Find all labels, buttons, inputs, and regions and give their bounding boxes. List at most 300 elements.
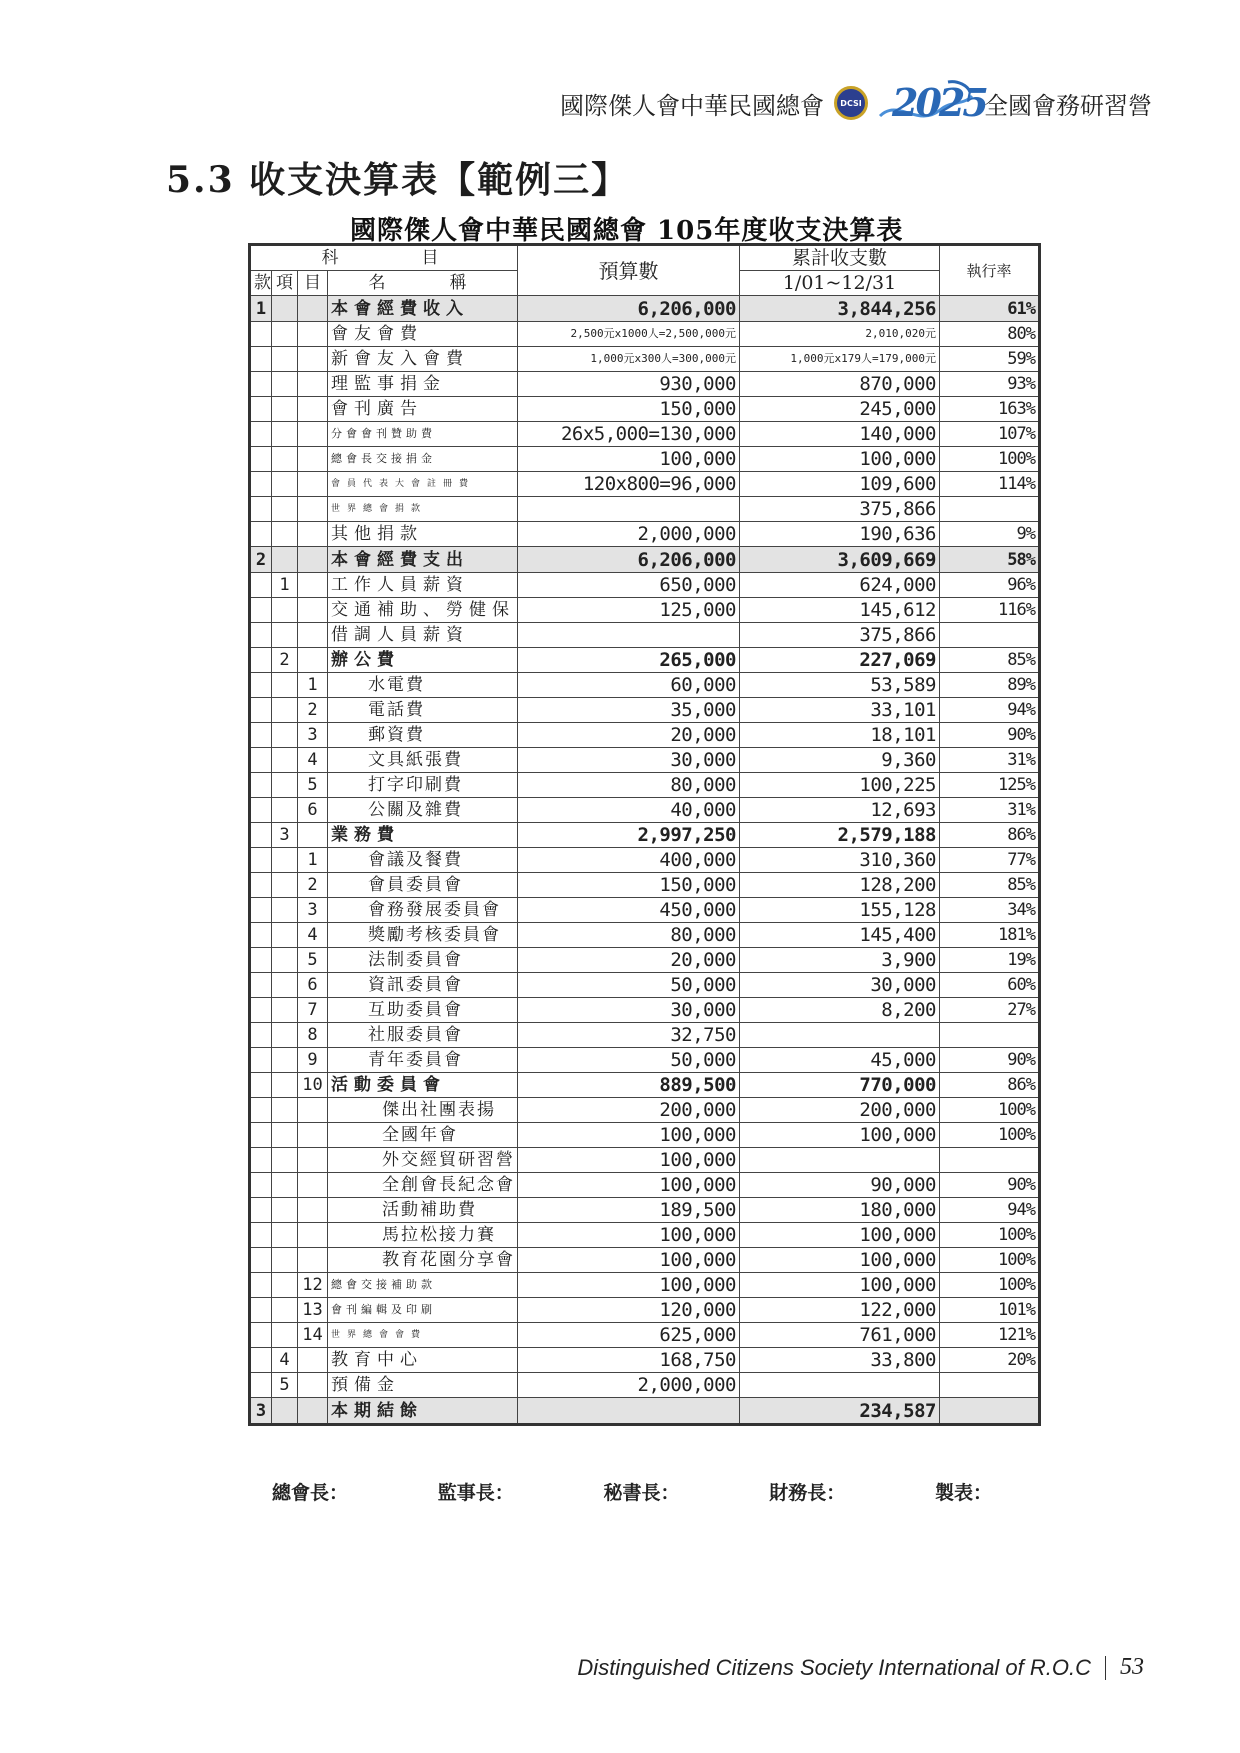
rate-cell: 100% — [940, 1273, 1040, 1298]
rate-cell: 96% — [940, 573, 1040, 598]
rate-cell: 100% — [940, 1223, 1040, 1248]
kuan-cell — [250, 1023, 272, 1048]
kuan-cell — [250, 1148, 272, 1173]
actual-cell: 9,360 — [740, 748, 940, 773]
xiang-cell: 5 — [272, 1373, 298, 1398]
kuan-cell — [250, 948, 272, 973]
rate-cell: 90% — [940, 1048, 1040, 1073]
table-row — [250, 948, 1040, 973]
table-row — [250, 673, 1040, 698]
kuan-cell — [250, 1373, 272, 1398]
xiang-cell — [272, 723, 298, 748]
rate-cell: 163% — [940, 397, 1040, 422]
mu-cell: 14 — [298, 1323, 328, 1348]
mu-cell: 8 — [298, 1023, 328, 1048]
item-name-cell: 會刊廣告 — [328, 397, 518, 422]
xiang-cell — [272, 447, 298, 472]
actual-cell: 100,000 — [740, 1223, 940, 1248]
actual-cell: 53,589 — [740, 673, 940, 698]
rate-cell: 125% — [940, 773, 1040, 798]
budget-cell: 930,000 — [518, 372, 740, 397]
kuan-cell — [250, 447, 272, 472]
item-name-cell: 新會友入會費 — [328, 347, 518, 372]
xiang-cell — [272, 296, 298, 322]
item-name-cell: 借調人員薪資 — [328, 623, 518, 648]
table-row — [250, 1248, 1040, 1273]
budget-cell: 80,000 — [518, 923, 740, 948]
budget-cell: 30,000 — [518, 998, 740, 1023]
mu-cell: 5 — [298, 948, 328, 973]
actual-cell: 145,612 — [740, 598, 940, 623]
xiang-cell — [272, 1123, 298, 1148]
item-name-cell: 打字印刷費 — [328, 773, 518, 798]
budget-cell: 2,500元x1000人=2,500,000元 — [518, 322, 740, 347]
budget-cell: 2,997,250 — [518, 823, 740, 848]
actual-cell: 90,000 — [740, 1173, 940, 1198]
actual-cell: 375,866 — [740, 623, 940, 648]
budget-cell: 32,750 — [518, 1023, 740, 1048]
budget-cell: 35,000 — [518, 698, 740, 723]
name-header: 名 稱 — [328, 271, 518, 296]
item-name-cell: 總會長交接捐金 — [328, 447, 518, 472]
actual-cell: 8,200 — [740, 998, 940, 1023]
xiang-cell — [272, 623, 298, 648]
rate-cell: 114% — [940, 472, 1040, 497]
kuan-cell — [250, 723, 272, 748]
org-name: 國際傑人會中華民國總會 — [560, 91, 824, 120]
kuan-cell — [250, 773, 272, 798]
actual-cell: 180,000 — [740, 1198, 940, 1223]
rate-cell: 27% — [940, 998, 1040, 1023]
actual-cell — [740, 1148, 940, 1173]
rate-cell: 61% — [940, 296, 1040, 322]
item-name-cell: 會刊編輯及印刷 — [328, 1298, 518, 1323]
mu-cell: 2 — [298, 698, 328, 723]
item-name-cell: 電話費 — [328, 698, 518, 723]
budget-table — [248, 243, 1041, 1426]
budget-cell: 100,000 — [518, 1223, 740, 1248]
kuan-cell — [250, 1273, 272, 1298]
kuan-cell: 2 — [250, 547, 272, 573]
kuan-cell — [250, 322, 272, 347]
item-name-cell: 其他捐款 — [328, 522, 518, 547]
rate-header: 執行率 — [940, 245, 1040, 296]
xiang-cell — [272, 1173, 298, 1198]
budget-cell: 889,500 — [518, 1073, 740, 1098]
item-name-cell: 傑出社團表揚 — [328, 1098, 518, 1123]
table-row — [250, 1223, 1040, 1248]
actual-cell: 100,000 — [740, 1248, 940, 1273]
mu-cell: 9 — [298, 1048, 328, 1073]
actual-cell: 3,609,669 — [740, 547, 940, 573]
xiang-cell — [272, 923, 298, 948]
kuan-cell — [250, 848, 272, 873]
mu-cell — [298, 648, 328, 673]
rate-cell: 19% — [940, 948, 1040, 973]
table-row — [250, 1098, 1040, 1123]
mu-cell — [298, 623, 328, 648]
xiang-cell — [272, 1323, 298, 1348]
item-name-cell: 業務費 — [328, 823, 518, 848]
item-name-cell: 理監事捐金 — [328, 372, 518, 397]
actual-cell: 234,587 — [740, 1398, 940, 1425]
mu-cell — [298, 1148, 328, 1173]
mu-cell — [298, 372, 328, 397]
xiang-cell — [272, 547, 298, 573]
xiang-cell — [272, 1148, 298, 1173]
item-name-cell: 教育花園分享會 — [328, 1248, 518, 1273]
table-row — [250, 748, 1040, 773]
table-row — [250, 823, 1040, 848]
actual-cell: 30,000 — [740, 973, 940, 998]
rate-cell: 94% — [940, 698, 1040, 723]
actual-cell: 18,101 — [740, 723, 940, 748]
actual-cell: 245,000 — [740, 397, 940, 422]
rate-cell — [940, 1148, 1040, 1173]
event-logo-icon — [878, 78, 986, 128]
item-name-cell: 會務發展委員會 — [328, 898, 518, 923]
budget-cell: 100,000 — [518, 447, 740, 472]
table-row — [250, 648, 1040, 673]
signature-label: 秘書長： — [603, 1482, 680, 1504]
org-seal-icon — [834, 86, 868, 120]
item-name-cell: 會議及餐費 — [328, 848, 518, 873]
mu-cell — [298, 547, 328, 573]
table-row — [250, 372, 1040, 397]
table-row — [250, 1298, 1040, 1323]
rate-cell: 85% — [940, 873, 1040, 898]
mu-cell: 3 — [298, 898, 328, 923]
rate-cell: 101% — [940, 1298, 1040, 1323]
actual-period-header: 1/01~12/31 — [740, 271, 940, 296]
mu-header: 目 — [298, 271, 328, 296]
mu-cell — [298, 1098, 328, 1123]
kuan-header: 款 — [250, 271, 272, 296]
budget-cell: 20,000 — [518, 948, 740, 973]
kuan-cell — [250, 648, 272, 673]
rate-cell: 181% — [940, 923, 1040, 948]
xiang-cell — [272, 898, 298, 923]
kuan-cell — [250, 1323, 272, 1348]
mu-cell — [298, 1348, 328, 1373]
mu-cell — [298, 823, 328, 848]
table-row — [250, 497, 1040, 522]
kuan-cell — [250, 623, 272, 648]
kuan-cell — [250, 923, 272, 948]
actual-cell — [740, 1373, 940, 1398]
actual-cell: 227,069 — [740, 648, 940, 673]
rate-cell: 100% — [940, 447, 1040, 472]
signature-label: 財務長： — [769, 1482, 846, 1504]
budget-cell: 100,000 — [518, 1123, 740, 1148]
item-name-cell: 預備金 — [328, 1373, 518, 1398]
table-row — [250, 1048, 1040, 1073]
item-name-cell: 會員代表大會註冊費 — [328, 472, 518, 497]
seal-text: DCSI — [840, 98, 862, 108]
kuan-cell — [250, 472, 272, 497]
rate-cell: 58% — [940, 547, 1040, 573]
kuan-cell — [250, 1048, 272, 1073]
rate-cell: 59% — [940, 347, 1040, 372]
signature-label: 監事長： — [437, 1482, 514, 1504]
item-name-cell: 交通補助、勞健保 — [328, 598, 518, 623]
xiang-cell — [272, 698, 298, 723]
budget-cell: 100,000 — [518, 1173, 740, 1198]
xiang-cell — [272, 322, 298, 347]
table-row — [250, 1123, 1040, 1148]
rate-cell: 60% — [940, 973, 1040, 998]
page-footer — [577, 1654, 1144, 1681]
mu-cell: 2 — [298, 873, 328, 898]
xiang-cell — [272, 848, 298, 873]
actual-cell: 870,000 — [740, 372, 940, 397]
mu-cell: 6 — [298, 798, 328, 823]
actual-cell: 33,800 — [740, 1348, 940, 1373]
xiang-cell — [272, 1273, 298, 1298]
xiang-cell — [272, 773, 298, 798]
item-name-cell: 獎勵考核委員會 — [328, 923, 518, 948]
actual-cell: 3,844,256 — [740, 296, 940, 322]
mu-cell: 10 — [298, 1073, 328, 1098]
event-name: 全國會務研習營 — [984, 91, 1152, 120]
kuan-cell — [250, 573, 272, 598]
actual-cell: 155,128 — [740, 898, 940, 923]
actual-cell: 761,000 — [740, 1323, 940, 1348]
budget-cell: 100,000 — [518, 1273, 740, 1298]
table-row — [250, 873, 1040, 898]
document-title: 國際傑人會中華民國總會 105年度收支決算表 — [350, 216, 904, 246]
table-row — [250, 998, 1040, 1023]
table-row — [250, 773, 1040, 798]
actual-cell: 145,400 — [740, 923, 940, 948]
kuan-cell — [250, 898, 272, 923]
mu-cell — [298, 522, 328, 547]
budget-cell: 120x800=96,000 — [518, 472, 740, 497]
item-name-cell: 資訊委員會 — [328, 973, 518, 998]
xiang-cell — [272, 1023, 298, 1048]
kuan-cell — [250, 522, 272, 547]
table-row — [250, 1198, 1040, 1223]
kuan-cell — [250, 397, 272, 422]
item-name-cell: 辦公費 — [328, 648, 518, 673]
budget-cell: 265,000 — [518, 648, 740, 673]
table-row — [250, 798, 1040, 823]
xiang-cell — [272, 347, 298, 372]
budget-cell: 450,000 — [518, 898, 740, 923]
budget-sheet — [248, 243, 1038, 1426]
budget-cell: 120,000 — [518, 1298, 740, 1323]
budget-cell: 6,206,000 — [518, 296, 740, 322]
kuan-cell — [250, 748, 272, 773]
actual-cell: 2,010,020元 — [740, 322, 940, 347]
actual-cell: 122,000 — [740, 1298, 940, 1323]
rate-cell: 100% — [940, 1248, 1040, 1273]
item-name-cell: 全國年會 — [328, 1123, 518, 1148]
table-row — [250, 1398, 1040, 1425]
actual-header: 累計收支數 — [740, 245, 940, 271]
table-row — [250, 547, 1040, 573]
budget-cell: 100,000 — [518, 1148, 740, 1173]
mu-cell: 1 — [298, 848, 328, 873]
actual-cell: 12,693 — [740, 798, 940, 823]
section-title: 5.3 收支決算表【範例三】 — [166, 159, 630, 201]
table-row — [250, 598, 1040, 623]
mu-cell: 12 — [298, 1273, 328, 1298]
page-header — [560, 78, 1152, 128]
actual-cell: 770,000 — [740, 1073, 940, 1098]
item-name-cell: 公關及雜費 — [328, 798, 518, 823]
budget-cell — [518, 1398, 740, 1425]
item-name-cell: 本會經費收入 — [328, 296, 518, 322]
table-row — [250, 848, 1040, 873]
table-row — [250, 973, 1040, 998]
subject-header: 科 目 — [250, 245, 518, 271]
xiang-cell — [272, 873, 298, 898]
mu-cell: 1 — [298, 673, 328, 698]
item-name-cell: 教育中心 — [328, 1348, 518, 1373]
rate-cell: 90% — [940, 1173, 1040, 1198]
rate-cell: 107% — [940, 422, 1040, 447]
actual-cell: 3,900 — [740, 948, 940, 973]
rate-cell — [940, 1023, 1040, 1048]
budget-cell: 50,000 — [518, 1048, 740, 1073]
xiang-cell — [272, 372, 298, 397]
actual-cell: 45,000 — [740, 1048, 940, 1073]
mu-cell — [298, 1123, 328, 1148]
mu-cell — [298, 397, 328, 422]
actual-cell: 100,000 — [740, 1123, 940, 1148]
mu-cell — [298, 1373, 328, 1398]
mu-cell: 13 — [298, 1298, 328, 1323]
xiang-cell — [272, 1223, 298, 1248]
kuan-cell — [250, 798, 272, 823]
budget-cell: 100,000 — [518, 1248, 740, 1273]
actual-cell: 375,866 — [740, 497, 940, 522]
xiang-cell — [272, 798, 298, 823]
item-name-cell: 本期結餘 — [328, 1398, 518, 1425]
budget-cell: 1,000元x300人=300,000元 — [518, 347, 740, 372]
mu-cell: 4 — [298, 748, 328, 773]
rate-cell — [940, 497, 1040, 522]
budget-cell: 125,000 — [518, 598, 740, 623]
item-name-cell: 本會經費支出 — [328, 547, 518, 573]
xiang-cell — [272, 748, 298, 773]
xiang-cell — [272, 522, 298, 547]
xiang-header: 項 — [272, 271, 298, 296]
kuan-cell — [250, 372, 272, 397]
page-number: 53 — [1120, 1654, 1144, 1680]
item-name-cell: 會友會費 — [328, 322, 518, 347]
rate-cell: 85% — [940, 648, 1040, 673]
mu-cell — [298, 447, 328, 472]
rate-cell — [940, 1373, 1040, 1398]
budget-cell: 30,000 — [518, 748, 740, 773]
kuan-cell — [250, 873, 272, 898]
kuan-cell — [250, 497, 272, 522]
item-name-cell: 馬拉松接力賽 — [328, 1223, 518, 1248]
item-name-cell: 活動補助費 — [328, 1198, 518, 1223]
signature-label: 製表： — [934, 1482, 992, 1504]
mu-cell — [298, 422, 328, 447]
item-name-cell: 文具紙張費 — [328, 748, 518, 773]
table-row — [250, 296, 1040, 322]
mu-cell: 5 — [298, 773, 328, 798]
budget-cell: 625,000 — [518, 1323, 740, 1348]
item-name-cell: 活動委員會 — [328, 1073, 518, 1098]
kuan-cell — [250, 347, 272, 372]
xiang-cell: 4 — [272, 1348, 298, 1373]
kuan-cell — [250, 1298, 272, 1323]
rate-cell: 90% — [940, 723, 1040, 748]
rate-cell: 116% — [940, 598, 1040, 623]
mu-cell — [298, 1248, 328, 1273]
mu-cell — [298, 472, 328, 497]
item-name-cell: 總會交接補助款 — [328, 1273, 518, 1298]
budget-cell: 80,000 — [518, 773, 740, 798]
actual-cell: 100,000 — [740, 1273, 940, 1298]
budget-cell: 150,000 — [518, 873, 740, 898]
table-row — [250, 1373, 1040, 1398]
budget-cell: 150,000 — [518, 397, 740, 422]
budget-cell: 60,000 — [518, 673, 740, 698]
budget-cell — [518, 623, 740, 648]
table-row — [250, 723, 1040, 748]
table-row — [250, 698, 1040, 723]
actual-cell: 33,101 — [740, 698, 940, 723]
actual-cell: 200,000 — [740, 1098, 940, 1123]
budget-cell: 200,000 — [518, 1098, 740, 1123]
rate-cell: 77% — [940, 848, 1040, 873]
budget-cell: 650,000 — [518, 573, 740, 598]
actual-cell: 109,600 — [740, 472, 940, 497]
table-row — [250, 1348, 1040, 1373]
mu-cell — [298, 296, 328, 322]
rate-cell: 100% — [940, 1098, 1040, 1123]
xiang-cell: 2 — [272, 648, 298, 673]
budget-header: 預算數 — [518, 245, 740, 296]
xiang-cell — [272, 673, 298, 698]
rate-cell: 9% — [940, 522, 1040, 547]
table-row — [250, 1073, 1040, 1098]
mu-cell — [298, 1198, 328, 1223]
item-name-cell: 法制委員會 — [328, 948, 518, 973]
table-row — [250, 1148, 1040, 1173]
xiang-cell: 1 — [272, 573, 298, 598]
rate-cell: 100% — [940, 1123, 1040, 1148]
budget-cell: 20,000 — [518, 723, 740, 748]
item-name-cell: 分會會刊贊助費 — [328, 422, 518, 447]
rate-cell — [940, 623, 1040, 648]
table-row — [250, 447, 1040, 472]
budget-cell: 2,000,000 — [518, 1373, 740, 1398]
kuan-cell — [250, 1223, 272, 1248]
rate-cell: 93% — [940, 372, 1040, 397]
signature-label: 總會長： — [272, 1482, 349, 1504]
rate-cell: 31% — [940, 748, 1040, 773]
actual-cell: 190,636 — [740, 522, 940, 547]
signature-line — [272, 1478, 992, 1505]
kuan-cell: 3 — [250, 1398, 272, 1425]
xiang-cell — [272, 497, 298, 522]
table-row — [250, 472, 1040, 497]
item-name-cell: 互助委員會 — [328, 998, 518, 1023]
actual-cell: 128,200 — [740, 873, 940, 898]
actual-cell: 2,579,188 — [740, 823, 940, 848]
item-name-cell: 外交經貿研習營 — [328, 1148, 518, 1173]
actual-cell: 624,000 — [740, 573, 940, 598]
kuan-cell — [250, 422, 272, 447]
mu-cell: 4 — [298, 923, 328, 948]
